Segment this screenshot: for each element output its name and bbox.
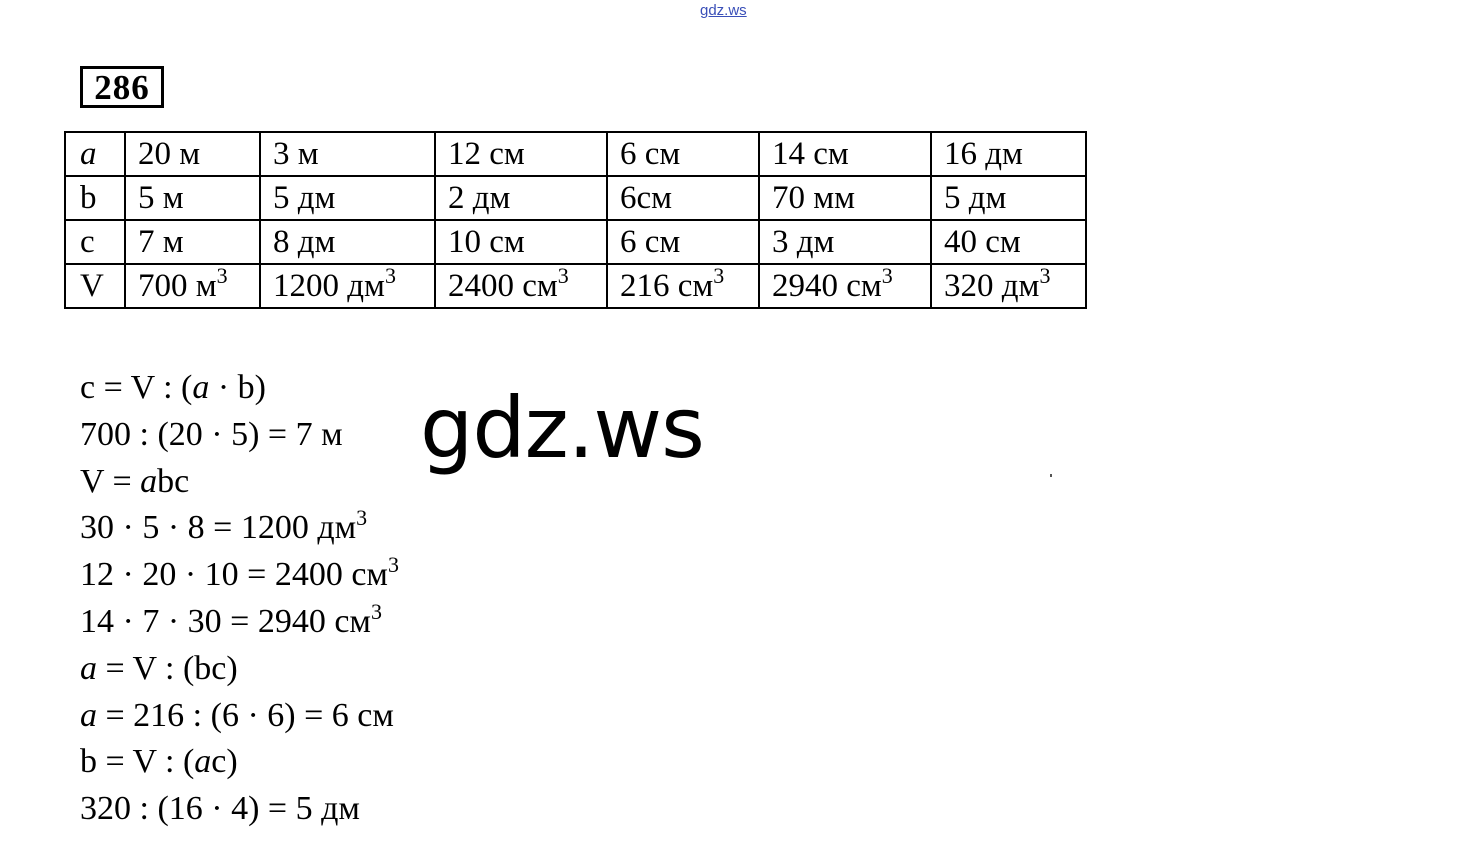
cell-value: 10 см: [448, 224, 525, 260]
cell-value: 7 м: [138, 224, 184, 260]
cell-value: 2940 см: [772, 268, 882, 304]
solution-fragment: 12 · 20 · 10 = 2400 см: [80, 556, 388, 594]
table-cell: [931, 176, 1086, 220]
cell-value: 16 дм: [944, 136, 1023, 172]
row-label: a: [65, 132, 125, 176]
row-label: b: [65, 176, 125, 220]
solution-fragment: 700 : (20 · 5) = 7 м: [80, 415, 343, 453]
cell-value: 5 дм: [944, 180, 1007, 216]
cell-exponent: 3: [1039, 263, 1051, 288]
table-cell: [607, 220, 759, 264]
solution-line: [80, 646, 399, 693]
solution-fragment: a: [140, 462, 158, 500]
table-cell: [260, 264, 435, 308]
dimensions-table: [64, 131, 1087, 309]
solution-line: [80, 599, 399, 646]
row-label: c: [65, 220, 125, 264]
table-cell: [125, 264, 260, 308]
cell-value: 8 дм: [273, 224, 336, 260]
solution-fragment: a: [192, 369, 210, 406]
table-row: [65, 220, 1086, 264]
solution-line: [80, 739, 399, 786]
cell-value: 3 дм: [772, 224, 835, 260]
table-cell: [435, 132, 607, 176]
table-cell: [260, 176, 435, 220]
table-cell: [260, 220, 435, 264]
cell-value: 2400 см: [448, 268, 558, 304]
solution-fragment: c = V : (: [80, 369, 193, 406]
cell-exponent: 3: [557, 263, 569, 288]
cell-value: 6 см: [620, 136, 681, 172]
solution-fragment: · b): [209, 369, 267, 406]
table-cell: [125, 176, 260, 220]
table-cell: [607, 132, 759, 176]
table-cell: [260, 132, 435, 176]
exponent: 3: [387, 552, 399, 578]
table-cell: [607, 264, 759, 308]
solution-line: [80, 552, 399, 599]
solution-fragment: 14 · 7 · 30 = 2940 см: [80, 602, 371, 640]
cell-value: 2 дм: [448, 180, 511, 216]
solution-fragment: a: [80, 696, 97, 734]
site-link[interactable]: gdz.ws: [700, 2, 747, 19]
solution-line: [80, 459, 399, 506]
solution-text: [80, 365, 399, 833]
solution-fragment: b = V : (: [80, 743, 195, 781]
table-row: [65, 132, 1086, 176]
solution-fragment: c): [211, 743, 238, 781]
exponent: 3: [356, 505, 368, 531]
task-number-badge: 286: [80, 66, 164, 108]
cell-value: 6см: [620, 180, 673, 216]
table-cell: [759, 176, 931, 220]
watermark: gdz.ws: [420, 379, 704, 477]
cell-exponent: 3: [881, 263, 893, 288]
solution-line: [80, 365, 399, 412]
table-cell: [435, 220, 607, 264]
table-cell: [125, 132, 260, 176]
cell-exponent: 3: [713, 263, 725, 288]
table-cell: [759, 132, 931, 176]
cell-exponent: 3: [216, 263, 228, 288]
table-cell: [759, 264, 931, 308]
solution-fragment: 320 : (16 · 4) = 5 дм: [80, 790, 360, 828]
table-cell: [435, 176, 607, 220]
solution-fragment: bc: [157, 462, 190, 500]
stray-mark: [1050, 474, 1052, 477]
cell-value: 700 м: [138, 268, 217, 304]
table-cell: [607, 176, 759, 220]
table-cell: [931, 220, 1086, 264]
solution-line: [80, 505, 399, 552]
cell-value: 5 дм: [273, 180, 336, 216]
table-row: [65, 264, 1086, 308]
cell-value: 3 м: [273, 136, 319, 172]
solution-line: [80, 693, 399, 740]
cell-value: 216 см: [620, 268, 714, 304]
solution-line: [80, 786, 399, 833]
cell-value: 12 см: [448, 136, 525, 172]
cell-value: 20 м: [138, 136, 201, 172]
table-cell: [759, 220, 931, 264]
table-cell: [435, 264, 607, 308]
cell-value: 5 м: [138, 180, 184, 216]
cell-value: 1200 дм: [273, 268, 385, 304]
solution-fragment: a: [80, 649, 97, 687]
solution-fragment: = V : (bc): [97, 649, 238, 687]
solution-fragment: 30 · 5 · 8 = 1200 дм: [80, 509, 357, 547]
solution-fragment: a: [194, 743, 212, 781]
table-row: [65, 176, 1086, 220]
solution-line: [80, 412, 399, 459]
cell-value: 320 дм: [944, 268, 1040, 304]
cell-value: 70 мм: [772, 180, 856, 216]
solution-fragment: = 216 : (6 · 6) = 6 см: [97, 696, 394, 734]
table-cell: [125, 220, 260, 264]
solution-fragment: V =: [80, 462, 141, 500]
table-cell: [931, 264, 1086, 308]
cell-value: 14 см: [772, 136, 849, 172]
cell-value: 40 см: [944, 224, 1021, 260]
cell-value: 6 см: [620, 224, 681, 260]
cell-exponent: 3: [384, 263, 396, 288]
exponent: 3: [370, 598, 382, 624]
row-label: V: [65, 264, 125, 308]
table-cell: [931, 132, 1086, 176]
